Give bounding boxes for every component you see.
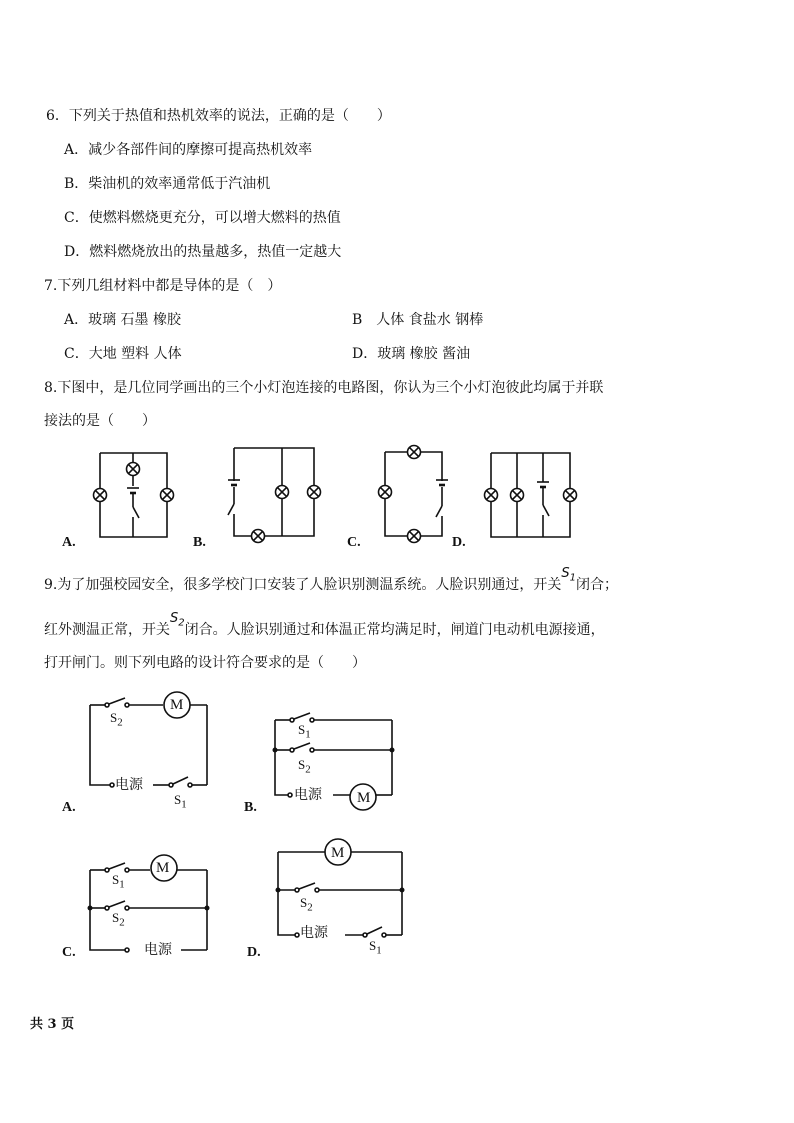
q9b-s2-sub: 2 [305, 763, 311, 776]
q9-line1 [44, 566, 618, 596]
q7-option-b: B 人体 食盐水 钢棒 [352, 312, 484, 328]
q7-option-c: C．大地 塑料 人体 [64, 346, 182, 362]
q9a-s2-label [110, 710, 123, 729]
q9a-s2-main: S [110, 710, 118, 725]
q9c-power-label: 电源 [144, 942, 172, 958]
q9-label-d: D. [247, 945, 261, 960]
q9-s1-var: S [561, 566, 570, 581]
q9-circuit-b [270, 705, 400, 805]
q9-label-b: B. [244, 800, 257, 815]
q9a-s1-sub: 1 [181, 798, 187, 811]
q9d-s2-main: S [300, 895, 308, 910]
q9b-power-label: 电源 [294, 787, 322, 803]
q9-s1-symbol [561, 566, 576, 584]
q9-s1-sub: 1 [569, 572, 576, 584]
q9a-motor-label: M [170, 697, 184, 713]
q8-circuit-a [85, 445, 185, 545]
q9-line3: 打开闸门。则下列电路的设计符合要求的是（ ） [44, 655, 366, 671]
q7-option-a: A．玻璃 石墨 橡胶 [64, 312, 182, 328]
q9c-s2-main: S [112, 910, 120, 925]
q9c-s1-sub: 1 [119, 878, 125, 891]
q9d-motor-label: M [331, 845, 345, 861]
q9a-s1-label [174, 792, 187, 811]
q7-option-d: D．玻璃 橡胶 酱油 [352, 346, 471, 362]
q9b-motor-label: M [357, 790, 371, 806]
q9-line2-text-a: 红外测温正常，开关 [44, 622, 170, 638]
q8-label-d: D. [452, 535, 466, 550]
q9a-s2-sub: 2 [117, 716, 123, 729]
q9d-s1-main: S [369, 938, 377, 953]
q7-stem: 7.下列几组材料中都是导体的是（ ） [44, 278, 282, 294]
q9d-s1-sub: 1 [376, 944, 382, 957]
q9d-s2-label [300, 895, 313, 914]
q9b-s1-label [298, 722, 311, 741]
q9-s2-symbol [170, 611, 185, 629]
q9-line2-text-b: 闭合。人脸识别通过和体温正常均满足时，闸道门电动机电源接通， [184, 622, 605, 638]
q9d-power-label: 电源 [300, 925, 328, 941]
q9-circuit-c [85, 855, 215, 958]
q9-line2 [44, 611, 605, 641]
q9c-motor-label: M [156, 860, 170, 876]
q9-line1-text-a: 9.为了加强校园安全，很多学校门口安装了人脸识别测温系统。人脸识别通过，开关 [44, 577, 562, 593]
q9c-s2-label [112, 910, 125, 929]
q9-s2-sub: 2 [178, 617, 185, 629]
q9b-s2-main: S [298, 757, 306, 772]
q8-stem-line1: 8.下图中，是几位同学画出的三个小灯泡连接的电路图，你认为三个小灯泡彼此均属于并联 [44, 380, 604, 396]
q6-option-b: B．柴油机的效率通常低于汽油机 [64, 176, 271, 192]
q9a-power-label: 电源 [115, 777, 143, 793]
q9c-s2-sub: 2 [119, 916, 125, 929]
q8-label-c: C. [347, 535, 361, 550]
q9-label-c: C. [62, 945, 76, 960]
q8-circuit-b [222, 440, 327, 545]
q8-stem-line2: 接法的是（ ） [44, 413, 156, 429]
q8-label-a: A. [62, 535, 76, 550]
q9-s2-var: S [170, 611, 179, 626]
q8-label-b: B. [193, 535, 206, 550]
q9a-s1-main: S [174, 792, 182, 807]
q9-label-a: A. [62, 800, 76, 815]
q9d-s2-sub: 2 [307, 901, 313, 914]
page-footer: 共 3 页 [30, 1017, 75, 1032]
q8-circuit-d [485, 445, 585, 545]
q6-option-a: A．减少各部件间的摩擦可提高热机效率 [64, 142, 313, 158]
q9b-s2-label [298, 757, 311, 776]
q9c-s1-label [112, 872, 125, 891]
q9-line1-text-b: 闭合； [576, 577, 618, 593]
q9c-s1-main: S [112, 872, 120, 887]
q9b-s1-sub: 1 [305, 728, 311, 741]
q6-option-c: C．使燃料燃烧更充分，可以增大燃料的热值 [64, 210, 341, 226]
q8-circuit-c [372, 440, 462, 545]
q9d-s1-label [369, 938, 382, 957]
q9b-s1-main: S [298, 722, 306, 737]
q6-option-d: D．燃料燃烧放出的热量越多，热值一定越大 [64, 244, 342, 260]
q9-circuit-a [85, 690, 215, 793]
q6-stem: 6．下列关于热值和热机效率的说法，正确的是（ ） [46, 108, 391, 124]
